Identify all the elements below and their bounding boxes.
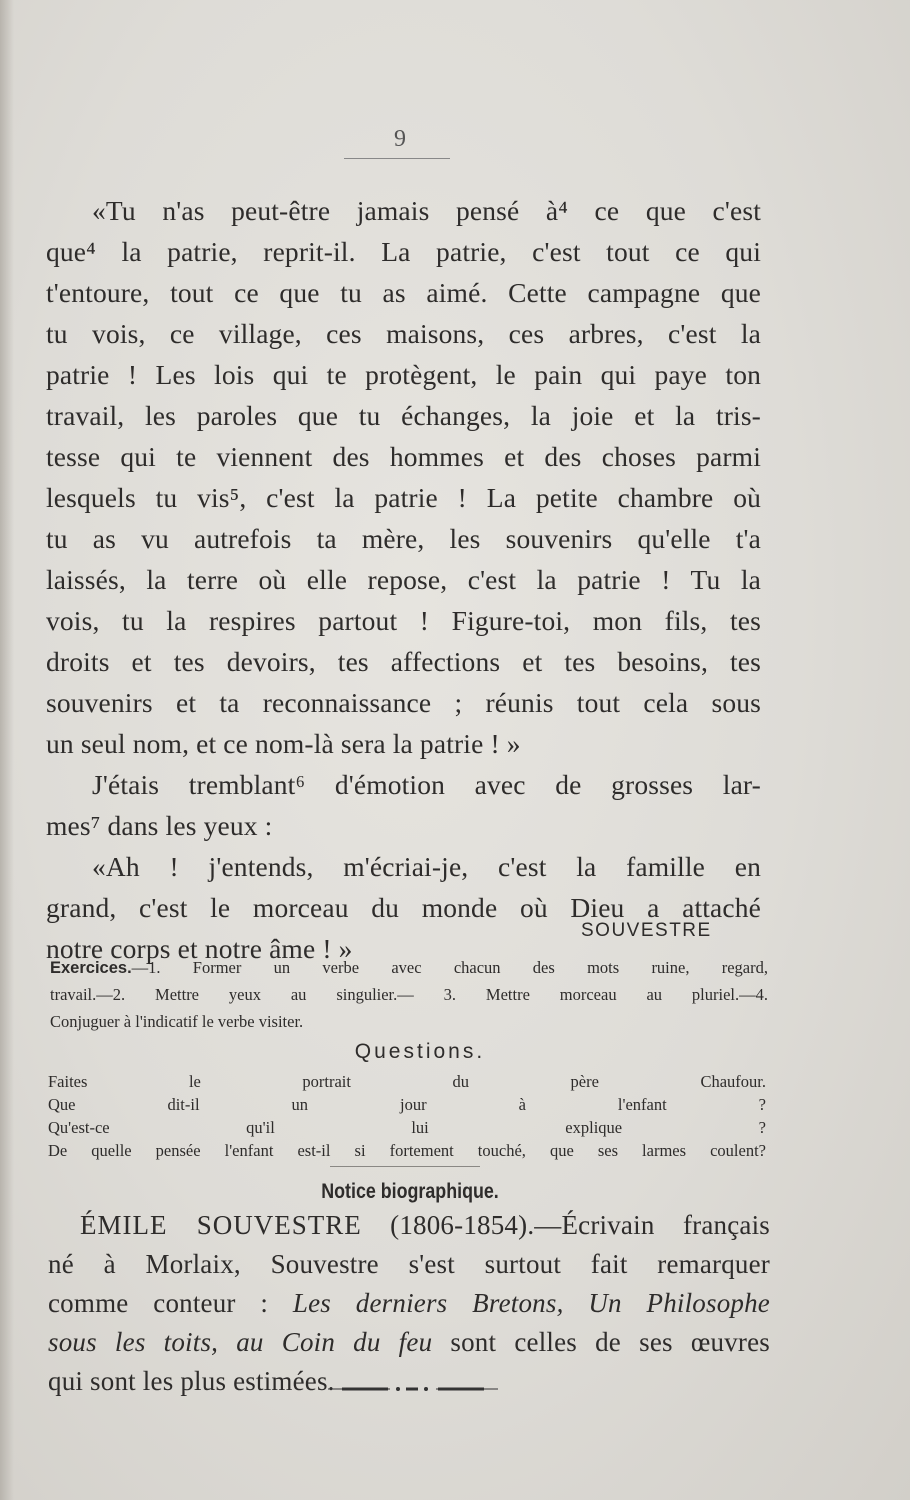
- text-line: tu vois, ce village, ces maisons, ces arbres, c'est la: [46, 318, 761, 349]
- text-line: que⁴ la patrie, reprit-il. La patrie, c'est tout ce qui: [46, 236, 761, 267]
- author-name: ÉMILE SOUVESTRE: [80, 1210, 362, 1240]
- text-line: vois, tu la respires partout ! Figure-toi, mon fils, tes: [46, 605, 761, 636]
- text-line: laissés, la terre où elle repose, c'est la patrie ! Tu la: [46, 564, 761, 595]
- notice-heading: Notice biographique.: [321, 1180, 499, 1203]
- text-line: un seul nom, et ce nom-là sera la patrie ! »: [46, 728, 521, 759]
- text-line: «Tu n'as peut-être jamais pensé à⁴ ce que c'est: [92, 195, 761, 226]
- bio-line: comme conteur : Les derniers Bretons, Un Philosophe: [48, 1288, 770, 1318]
- exercises-label: Exercices.: [50, 959, 132, 977]
- text-line: notre corps et notre âme ! »: [46, 933, 353, 964]
- works-titles: sous les toits, au Coin du feu: [48, 1327, 433, 1357]
- question-item: Faites le portrait du père Chaufour.: [48, 1072, 766, 1091]
- exercises-line: Conjuguer à l'indicatif le verbe visiter.: [50, 1012, 304, 1031]
- question-item: Que dit-il un jour à l'enfant ?: [48, 1095, 766, 1114]
- questions-heading: Questions.: [354, 1040, 486, 1063]
- page-edge-shadow: [0, 0, 14, 1500]
- end-ornament: [328, 1386, 498, 1392]
- question-item: Qu'est-ce qu'il lui explique ?: [48, 1118, 766, 1137]
- text-line: «Ah ! j'entends, m'écriai-je, c'est la famille en: [92, 851, 761, 882]
- bio-line: sous les toits, au Coin du feu sont celles de ses œuvres: [48, 1327, 771, 1357]
- exercises-line: travail.—2. Mettre yeux au singulier.— 3. Mettre morceau au pluriel.—4.: [50, 985, 768, 1004]
- author-signature: SOUVESTRE: [581, 920, 712, 941]
- text-line: travail, les paroles que tu échanges, la joie et la tris-: [46, 400, 761, 431]
- text-line: J'étais tremblant⁶ d'émotion avec de grosses lar-: [92, 769, 761, 800]
- question-item: De quelle pensée l'enfant est-il si fortement touché, que ses larmes coulent?: [48, 1141, 766, 1160]
- bio-line: ÉMILE SOUVESTRE (1806-1854).—Écrivain français: [80, 1210, 770, 1240]
- exercises-line: [50, 954, 768, 982]
- page-number: 9: [394, 126, 406, 152]
- text-line: lesquels tu vis⁵, c'est la patrie ! La petite chambre où: [46, 482, 761, 513]
- text-line: t'entoure, tout ce que tu as aimé. Cette campagne que: [46, 277, 761, 308]
- text-line: tesse qui te viennent des hommes et des choses parmi: [46, 441, 761, 472]
- bio-line: qui sont les plus estimées.: [48, 1366, 335, 1396]
- text-line: mes⁷ dans les yeux :: [46, 810, 273, 841]
- exercises-text: —1. Former un verbe avec chacun des mots ruine, regard,: [131, 958, 768, 977]
- text-line: droits et tes devoirs, tes affections et tes besoins, tes: [46, 646, 761, 677]
- text-line: souvenirs et ta reconnaissance ; réunis tout cela sous: [46, 687, 761, 718]
- works-titles: Les derniers Bretons, Un Philosophe: [292, 1288, 770, 1318]
- text-line: tu as vu autrefois ta mère, les souvenirs qu'elle t'a: [46, 523, 761, 554]
- bio-line: né à Morlaix, Souvestre s'est surtout fait remarquer: [48, 1249, 770, 1279]
- section-divider: [330, 1166, 480, 1167]
- page-number-rule: [344, 158, 450, 159]
- text-line: grand, c'est le morceau du monde où Dieu a attaché: [46, 892, 761, 923]
- text-line: patrie ! Les lois qui te protègent, le pain qui paye ton: [46, 359, 761, 390]
